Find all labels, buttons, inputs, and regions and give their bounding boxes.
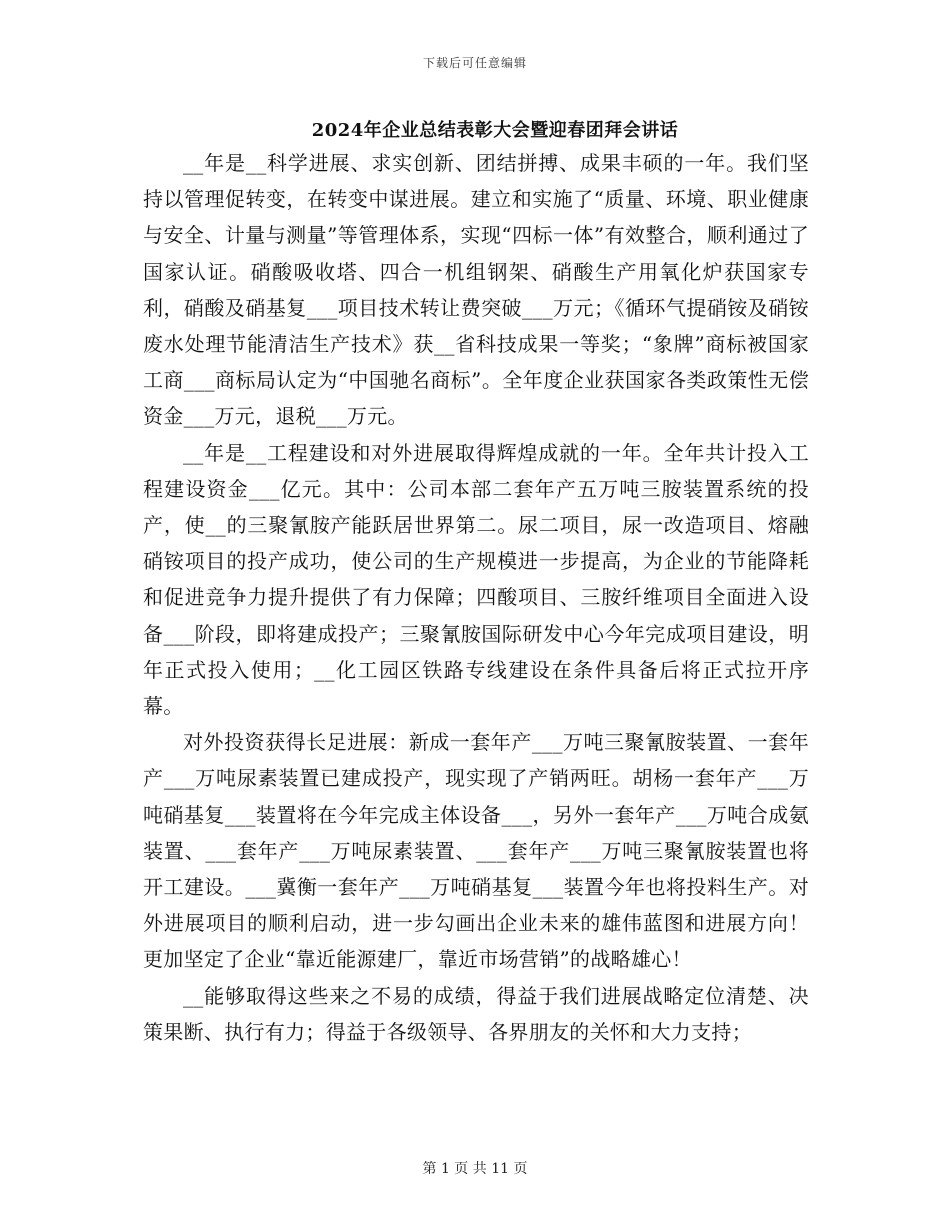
document-title: 2024年企业总结表彰大会暨迎春团拜会讲话 bbox=[311, 120, 679, 141]
paragraph-4: __能够取得这些来之不易的成绩，得益于我们进展战略定位清楚、决策果断、执行有力；得益于各级领导、各界朋友的关怀和大力支持； bbox=[143, 983, 809, 1044]
page-header-note: 下载后可任意编辑 bbox=[422, 56, 527, 70]
paragraph-3: 对外投资获得长足进展：新成一套年产___万吨三聚氰胺装置、一套年产___万吨尿素装置已建成投产，现实现了产销两旺。胡杨一套年产___万吨硝基复___装置将在今年完成主体设备___，另外一套年产___万吨合成氨装置、___套年产___万吨尿素装置、___套年产___万吨三聚氰胺装置也将开工建设。___冀衡一套年产___万吨硝基复___装置今年也将投料生产。对外进展项目的顺利启动，进一步勾画出企业未来的雄伟蓝图和进展方向！更加坚定了企业“靠近能源建厂，靠近市场营销”的战略雄心！ bbox=[143, 730, 809, 972]
page-number: 第 1 页 共 11 页 bbox=[422, 1161, 528, 1177]
document-body bbox=[143, 145, 809, 1050]
paragraph-1: __年是__科学进展、求实创新、团结拼搏、成果丰硕的一年。我们坚持以管理促转变，在转变中谋进展。建立和实施了“质量、环境、职业健康与安全、计量与测量”等管理体系，实现“四标一体”有效整合，顺利通过了国家认证。硝酸吸收塔、四合一机组钢架、硝酸生产用氧化炉获国家专利，硝酸及硝基复___项目技术转让费突破___万元；《循环气提硝铵及硝铵废水处理节能清洁生产技术》获__省科技成果一等奖；“象牌”商标被国家工商___商标局认定为“中国驰名商标”。全年度企业获国家各类政策性无偿资金___万元，退税___万元。 bbox=[143, 151, 809, 429]
paragraph-2: __年是__工程建设和对外进展取得辉煌成就的一年。全年共计投入工程建设资金___亿元。其中：公司本部二套年产五万吨三胺装置系统的投产，使__的三聚氰胺产能跃居世界第二。尿二项目，尿一改造项目、熔融硝铵项目的投产成功，使公司的生产规模进一步提高，为企业的节能降耗和促进竞争力提升提供了有力保障；四酸项目、三胺纤维项目全面进入设备___阶段，即将建成投产；三聚氰胺国际研发中心今年完成项目建设，明年正式投入使用；__化工园区铁路专线建设在条件具备后将正式拉开序幕。 bbox=[143, 440, 809, 719]
